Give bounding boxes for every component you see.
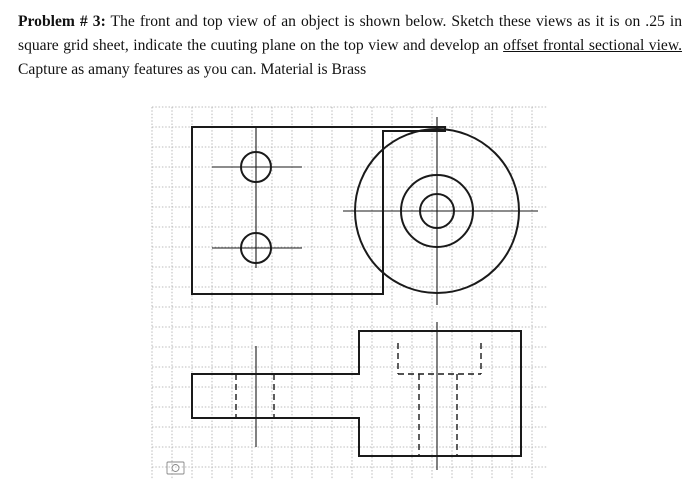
top-view-centerlines [212,117,538,305]
problem-sentence-1: The front and top view of an object is shown below. Sketch these views as it is on .25 in square grid sheet, indicate the cuuting plane on the top view and develop an [18,13,682,54]
problem-label: Problem # 3: [18,13,106,30]
top-view [192,117,538,305]
copyright-stamp-icon [167,462,184,474]
problem-sentence-2: Capture as amany features as you can. Material is Brass [18,61,367,78]
offset-section-term: offset frontal sectional view. [503,37,683,54]
